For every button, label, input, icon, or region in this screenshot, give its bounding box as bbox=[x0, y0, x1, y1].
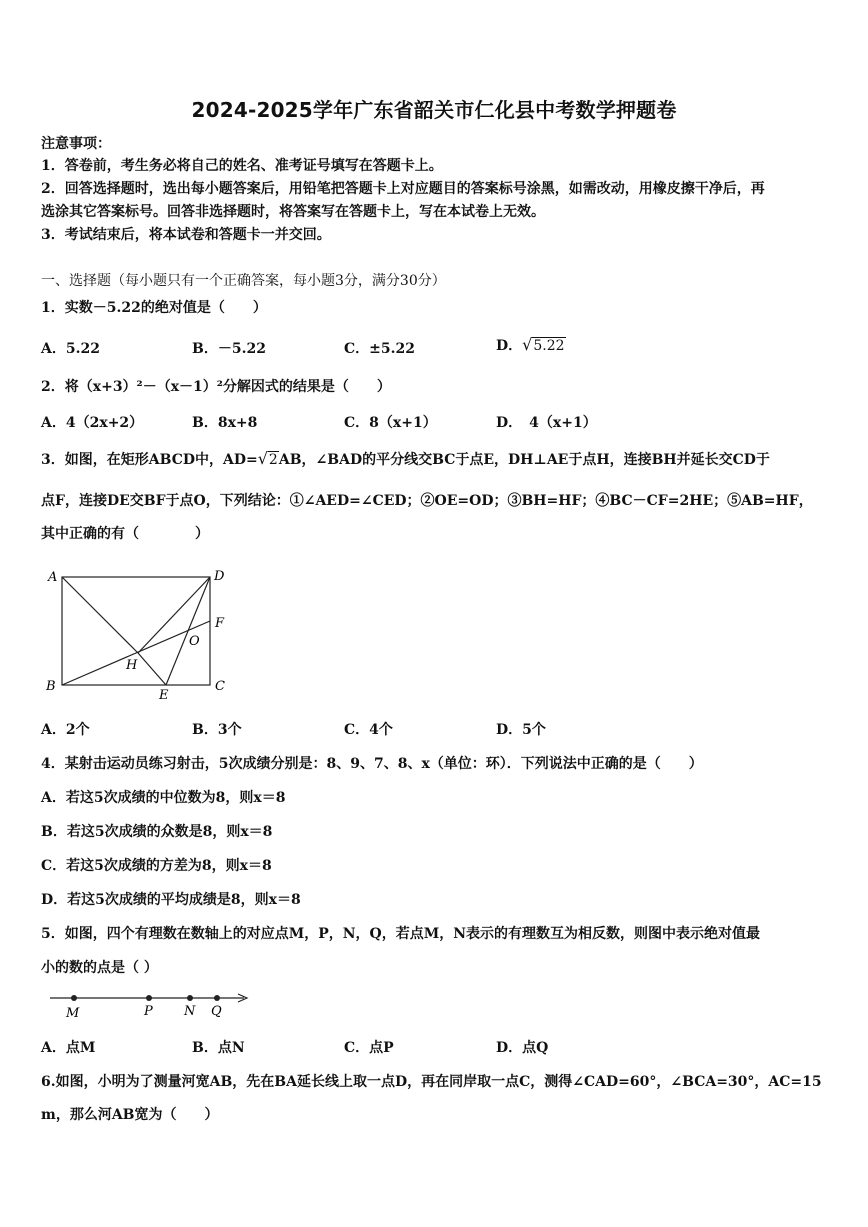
label-m: M bbox=[66, 1006, 80, 1021]
q4-stem: 4．某射击运动员练习射击，5次成绩分别是：8、9、7、8、x（单位：环）．下列说法中正确的是（ ） bbox=[41, 756, 703, 772]
label-h: H bbox=[126, 658, 138, 673]
q4-option-d: D．若这5次成绩的平均成绩是8，则x＝8 bbox=[41, 892, 301, 908]
notice-item-2-cont: 选涂其它答案标号。回答非选择题时，将答案写在答题卡上，写在本试卷上无效。 bbox=[41, 204, 545, 220]
q1-option-d bbox=[496, 335, 566, 355]
q5-option-d: D．点Q bbox=[496, 1040, 549, 1056]
q2-stem: 2．将（x+3）²－（x－1）²分解因式的结果是（ ） bbox=[41, 379, 391, 395]
label-q: Q bbox=[211, 1004, 222, 1019]
notice-item-3: 3．考试结束后，将本试卷和答题卡一并交回。 bbox=[41, 227, 331, 243]
q4-option-c: C．若这5次成绩的方差为8，则x＝8 bbox=[41, 858, 272, 874]
q3-radicand: 2 bbox=[268, 452, 278, 468]
q6-line-1: 6.如图，小明为了测量河宽AB，先在BA延长线上取一点D，再在同岸取一点C，测得∠CAD=60°，∠BCA=30°，AC=15 bbox=[41, 1074, 822, 1090]
segment-ed bbox=[166, 577, 210, 685]
page-title: 2024-2025学年广东省韶关市仁化县中考数学押题卷 bbox=[191, 98, 677, 122]
label-o: O bbox=[189, 634, 200, 649]
q1-option-d-prefix: D． bbox=[496, 338, 523, 354]
q3-rectangle-figure bbox=[40, 563, 240, 703]
q3-option-a: A．2个 bbox=[41, 722, 90, 738]
q2-option-a: A．4（2x+2） bbox=[41, 415, 144, 431]
q1-option-c: C．±5.22 bbox=[344, 341, 415, 357]
q2-option-d: D． 4（x+1） bbox=[496, 415, 597, 431]
q5-option-a: A．点M bbox=[41, 1040, 96, 1056]
point-m bbox=[71, 995, 77, 1001]
q1-option-b: B．－5.22 bbox=[192, 341, 266, 357]
q1-option-d-radicand: 5.22 bbox=[533, 338, 565, 354]
sqrt-symbol: √5.22 bbox=[522, 335, 565, 354]
q3-line-1 bbox=[41, 449, 770, 469]
label-b: B bbox=[46, 679, 56, 694]
q3-option-b: B．3个 bbox=[192, 722, 242, 738]
q3-line-1-pre: 3．如图，在矩形ABCD中，AD= bbox=[41, 452, 258, 468]
notice-item-2: 2．回答选择题时，选出每小题答案后，用铅笔把答题卡上对应题目的答案标号涂黑，如需改动，用橡皮擦干净后，再 bbox=[41, 181, 765, 197]
label-a: A bbox=[48, 570, 58, 585]
point-p bbox=[146, 995, 152, 1001]
q5-option-c: C．点P bbox=[344, 1040, 394, 1056]
label-f: F bbox=[215, 616, 225, 631]
segment-he bbox=[138, 653, 166, 685]
segment-ah bbox=[62, 577, 138, 653]
point-q bbox=[214, 995, 220, 1001]
q2-option-b: B．8x+8 bbox=[192, 415, 258, 431]
q5-line-2: 小的数的点是（ ） bbox=[41, 960, 158, 976]
q3-line-3: 其中正确的有（ ） bbox=[41, 526, 209, 542]
q3-line-2: 点F，连接DE交BF于点O，下列结论：①∠AED=∠CED；②OE=OD；③BH=HF；④BC－CF=2HE；⑤AB=HF， bbox=[41, 493, 813, 509]
q5-number-line-figure bbox=[44, 986, 264, 1022]
q4-option-a: A．若这5次成绩的中位数为8，则x＝8 bbox=[41, 790, 286, 806]
label-d: D bbox=[214, 569, 225, 584]
q5-option-b: B．点N bbox=[192, 1040, 245, 1056]
sqrt-symbol: √2 bbox=[257, 449, 278, 468]
q3-option-d: D．5个 bbox=[496, 722, 546, 738]
q4-option-b: B．若这5次成绩的众数是8，则x＝8 bbox=[41, 824, 273, 840]
q1-option-a: A．5.22 bbox=[41, 341, 100, 357]
label-c: C bbox=[215, 679, 225, 694]
label-e: E bbox=[159, 688, 169, 703]
section-heading: 一、选择题（每小题只有一个正确答案，每小题3分，满分30分） bbox=[41, 273, 446, 289]
notice-heading: 注意事项： bbox=[41, 136, 111, 152]
q3-line-1-post: AB，∠BAD的平分线交BC于点E，DH⊥AE于点H，连接BH并延长交CD于 bbox=[278, 452, 770, 468]
label-p: P bbox=[144, 1004, 153, 1019]
notice-item-1: 1．答卷前，考生务必将自己的姓名、准考证号填写在答题卡上。 bbox=[41, 158, 443, 174]
q2-option-c: C．8（x+1） bbox=[344, 415, 437, 431]
label-n: N bbox=[184, 1004, 196, 1019]
q6-line-2: m，那么河AB宽为（ ） bbox=[41, 1107, 219, 1123]
q1-stem: 1．实数－5.22的绝对值是（ ） bbox=[41, 300, 267, 316]
q5-line-1: 5．如图，四个有理数在数轴上的对应点M，P，N，Q，若点M，N表示的有理数互为相反数，则图中表示绝对值最 bbox=[41, 926, 761, 942]
point-n bbox=[187, 995, 193, 1001]
q3-option-c: C．4个 bbox=[344, 722, 393, 738]
